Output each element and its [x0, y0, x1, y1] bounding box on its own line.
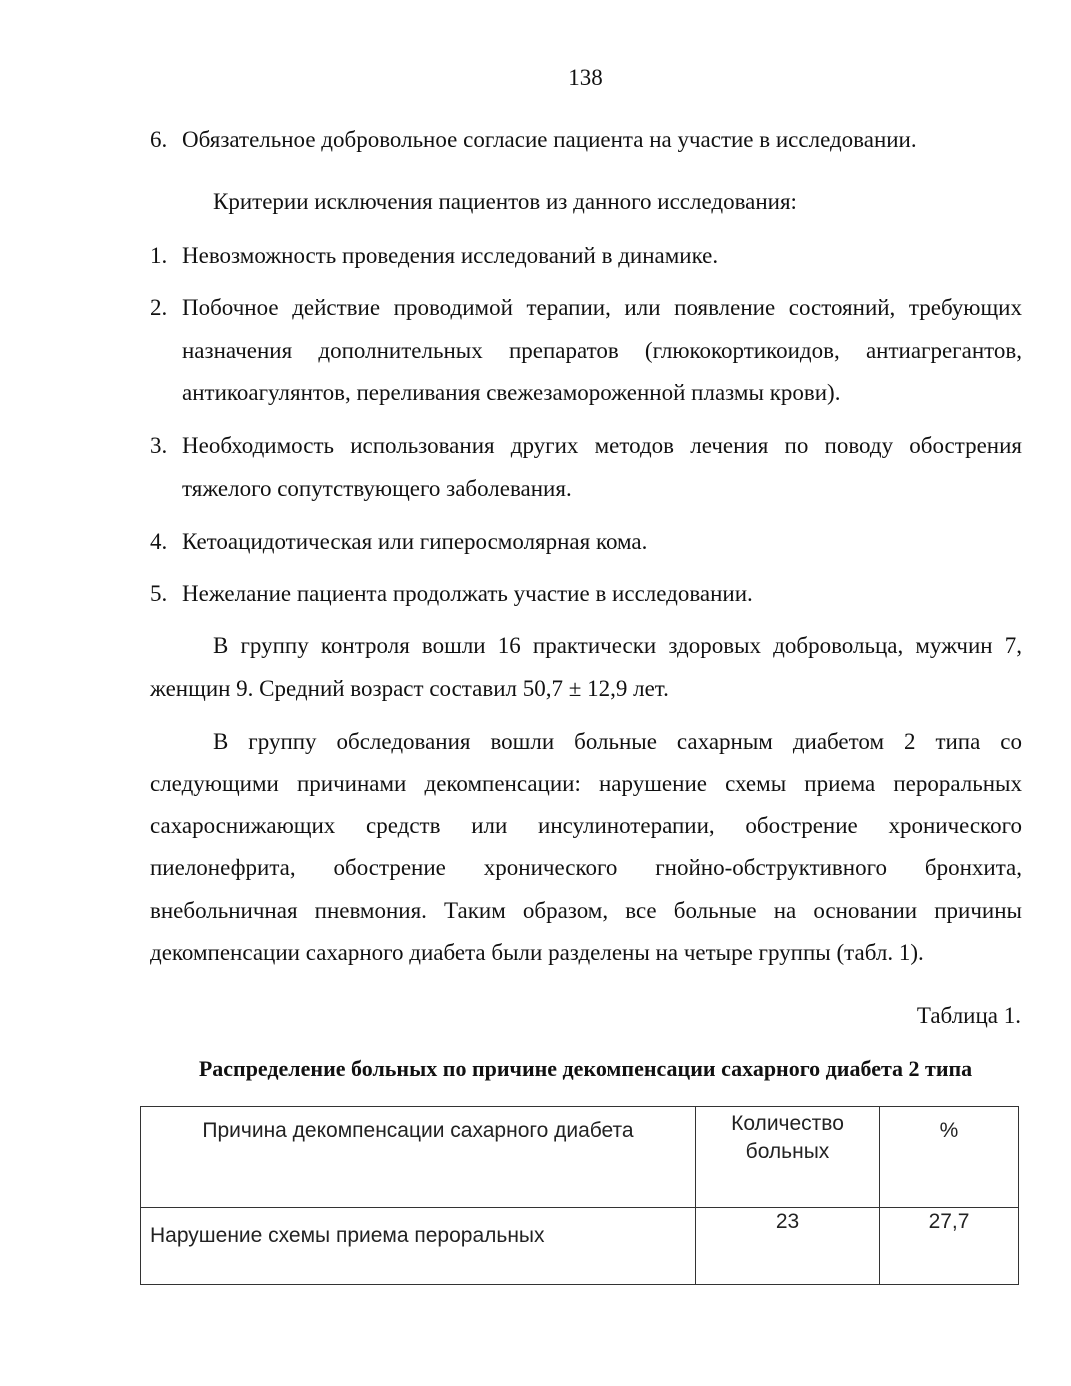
header-count-line: Количество: [731, 1112, 844, 1135]
paragraph-line: В группу обследования вошли больные сахарным диабетом 2 типа со: [213, 729, 1022, 754]
table-label: Таблица 1.: [916, 1003, 1021, 1028]
table-header-row: [141, 1107, 1019, 1208]
table-caption: Распределение больных по причине декомпенсации сахарного диабета 2 типа: [198, 1056, 973, 1081]
list-item-text: Обязательное добровольное согласие пациента на участие в исследовании.: [182, 127, 917, 152]
header-count: [696, 1107, 880, 1208]
paragraph-line: декомпенсации сахарного диабета были разделены на четыре группы (табл. 1).: [150, 940, 924, 965]
list-item-number: 4.: [150, 529, 168, 554]
list-item-text: Кетоацидотическая или гиперосмолярная кома.: [182, 529, 648, 554]
list-item-text: Невозможность проведения исследований в динамике.: [182, 243, 719, 268]
paragraph-line: женщин 9. Средний возраст составил 50,7 ± 12,9 лет.: [150, 676, 669, 701]
list-item-line: назначения дополнительных препаратов (глюкокортикоидов, антиагрегантов,: [182, 338, 1022, 363]
paragraph-line: внебольничная пневмония. Таким образом, все больные на основании причины: [150, 898, 1022, 923]
header-count-line: больных: [745, 1140, 830, 1163]
list-item-line: антикоагулянтов, переливания свежезамороженной плазмы крови).: [182, 380, 841, 405]
list-item-number: 6.: [150, 127, 168, 152]
paragraph-line: пиелонефрита, обострение хронического гнойно-обструктивного бронхита,: [150, 855, 1022, 880]
page-number: 138: [568, 65, 603, 90]
paragraph-line: В группу контроля вошли 16 практически здоровых добровольца, мужчин 7,: [213, 633, 1022, 658]
list-item-number: 3.: [150, 433, 168, 458]
list-item-line: Необходимость использования других методов лечения по поводу обострения: [182, 433, 1022, 458]
cell-cause: Нарушение схемы приема пероральных: [141, 1208, 696, 1285]
list-item-6: [150, 126, 917, 154]
list-item-line: тяжелого сопутствующего заболевания.: [182, 476, 572, 501]
table-row: [141, 1208, 1019, 1285]
list-item-number: 1.: [150, 243, 168, 268]
header-percent: %: [880, 1107, 1019, 1208]
header-cause: Причина декомпенсации сахарного диабета: [141, 1107, 696, 1208]
cell-percent: 27,7: [880, 1208, 1019, 1285]
exclusion-item-1: [150, 242, 718, 270]
paragraph-line: сахароснижающих средств или инсулинотерапии, обострение хронического: [150, 813, 1022, 838]
exclusion-heading: Критерии исключения пациентов из данного исследования:: [213, 189, 797, 214]
list-item-text: Нежелание пациента продолжать участие в исследовании.: [182, 581, 753, 606]
exclusion-item-4: [150, 528, 647, 556]
list-item-line: Побочное действие проводимой терапии, или появление состояний, требующих: [182, 295, 1022, 320]
list-item-number: 2.: [150, 295, 168, 320]
paragraph-line: следующими причинами декомпенсации: нарушение схемы приема пероральных: [150, 771, 1022, 796]
data-table: [140, 1106, 1019, 1285]
list-item-number: 5.: [150, 581, 168, 606]
cell-count: 23: [696, 1208, 880, 1285]
exclusion-item-5: [150, 580, 753, 608]
